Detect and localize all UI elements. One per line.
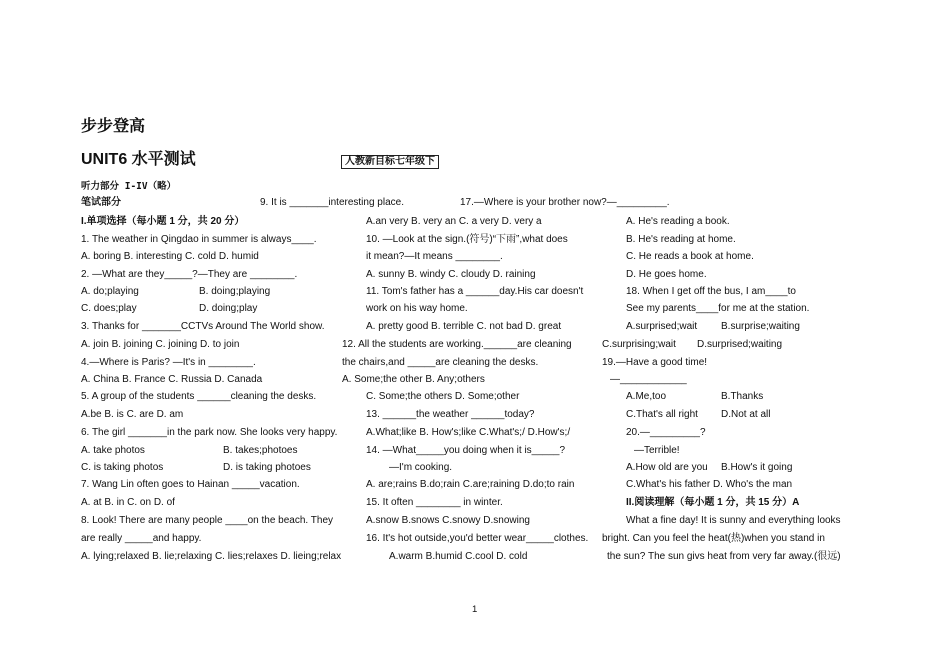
answer-option: B.Thanks: [721, 391, 764, 402]
answer-option: A.How old are you: [626, 462, 708, 473]
answer-options: A. pretty good B. terrible C. not bad D. great: [366, 321, 562, 332]
answer-option: C.That's all right: [626, 409, 698, 420]
page-number: 1: [472, 604, 478, 615]
answer-option: A.Me,too: [626, 391, 667, 402]
section-title: II.阅读理解（每小题 1 分，共 15 分）A: [626, 497, 800, 508]
question-text: the chairs,and _____are cleaning the desks.: [342, 357, 539, 368]
answer-options: A.warm B.humid C.cool D. cold: [389, 551, 528, 562]
answer-option: D.surprised;waiting: [697, 339, 783, 350]
question-text: 9. It is _______interesting place.: [260, 197, 404, 208]
answer-options: A.What;like B. How's;like C.What's;/ D.How's;/: [366, 427, 571, 438]
question-text: 6. The girl _______in the park now. She looks very happy.: [81, 427, 338, 438]
answer-options: A.snow B.snows C.snowy D.snowing: [366, 515, 530, 526]
answer-options: A. Some;the other B. Any;others: [342, 374, 485, 385]
question-text: 7. Wang Lin often goes to Hainan _____vacation.: [81, 479, 300, 490]
question-text: 18. When I get off the bus, I am____to: [626, 286, 796, 297]
question-text: —Terrible!: [634, 445, 680, 456]
answer-option: D. is taking photoes: [223, 462, 311, 473]
answer-option: B. doing;playing: [199, 286, 271, 297]
question-text: 1. The weather in Qingdao in summer is always____.: [81, 234, 317, 245]
answer-options: C.What's his father D. Who's the man: [626, 479, 793, 490]
question-text: 13. ______the weather ______today?: [366, 409, 535, 420]
question-text: 11. Tom's father has a ______day.His car doesn't: [366, 286, 584, 297]
answer-options: C. Some;the others D. Some;other: [366, 391, 520, 402]
question-text: work on his way home.: [366, 303, 468, 314]
question-text: are really _____and happy.: [81, 533, 202, 544]
answer-options: A. boring B. interesting C. cold D. humid: [81, 251, 259, 262]
answer-options: A. at B. in C. on D. of: [81, 497, 175, 508]
answer-options: A. sunny B. windy C. cloudy D. raining: [366, 269, 536, 280]
passage-text: What a fine day! It is sunny and everything looks: [626, 515, 841, 526]
passage-text: bright. Can you feel the heat(热)when you stand in: [602, 533, 825, 544]
question-text: 16. It's hot outside,you'd better wear_____clothes.: [366, 533, 589, 544]
question-text: 4.—Where is Paris? —It's in ________.: [81, 357, 256, 368]
answer-option: A.surprised;wait: [626, 321, 698, 332]
listening-part: 听力部分 I-IV（略）: [81, 181, 177, 192]
answer-option: A. He's reading a book.: [626, 216, 730, 227]
answer-option: B.How's it going: [721, 462, 793, 473]
answer-option: B. takes;photoes: [223, 445, 298, 456]
question-text: 17.—Where is your brother now?—_________.: [460, 197, 670, 208]
answer-option: A. do;playing: [81, 286, 139, 297]
question-text: 19.—Have a good time!: [602, 357, 708, 368]
answer-option: D. doing;play: [199, 303, 258, 314]
doc-title: 步步登高: [81, 118, 146, 135]
edition-label: 人教新目标七年级下: [341, 155, 439, 169]
question-text: 2. —What are they_____?—They are ________.: [81, 269, 298, 280]
answer-options: A.be B. is C. are D. am: [81, 409, 184, 420]
answer-options: A. lying;relaxed B. lie;relaxing C. lies;relaxes D. lieing;relax: [81, 551, 342, 562]
answer-option: C.surprising;wait: [602, 339, 676, 350]
answer-options: A. join B. joining C. joining D. to join: [81, 339, 240, 350]
question-text: 15. It often ________ in winter.: [366, 497, 503, 508]
answer-option: D. He goes home.: [626, 269, 707, 280]
question-text: —____________: [610, 374, 687, 385]
unit-title: UNIT6 水平测试: [81, 151, 196, 168]
written-part: 笔试部分: [81, 197, 121, 208]
question-text: 20.—_________?: [626, 427, 706, 438]
answer-option: D.Not at all: [721, 409, 771, 420]
answer-option: C. does;play: [81, 303, 137, 314]
question-text: —I'm cooking.: [389, 462, 453, 473]
question-text: 3. Thanks for _______CCTVs Around The World show.: [81, 321, 325, 332]
answer-option: B. He's reading at home.: [626, 234, 736, 245]
question-text: 8. Look! There are many people ____on the beach. They: [81, 515, 334, 526]
section-title: I.单项选择（每小题 1 分，共 20 分）: [81, 216, 245, 227]
question-text: it mean?—It means ________.: [366, 251, 503, 262]
answer-options: A. are;rains B.do;rain C.are;raining D.do;to rain: [366, 479, 575, 490]
answer-option: C. is taking photos: [81, 462, 164, 473]
answer-option: B.surprise;waiting: [721, 321, 800, 332]
passage-text: the sun? The sun givs heat from very far away.(很远): [607, 551, 841, 562]
answer-options: A. China B. France C. Russia D. Canada: [81, 374, 263, 385]
question-text: 10. —Look at the sign.(符号)“下雨”,what does: [366, 234, 568, 245]
question-text: 12. All the students are working.______are cleaning: [342, 339, 572, 350]
question-text: 14. —What_____you doing when it is_____?: [366, 445, 566, 456]
question-text: 5. A group of the students ______cleaning the desks.: [81, 391, 317, 402]
answer-option: A. take photos: [81, 445, 145, 456]
answer-option: C. He reads a book at home.: [626, 251, 754, 262]
question-text: See my parents____for me at the station.: [626, 303, 810, 314]
answer-options: A.an very B. very an C. a very D. very a: [366, 216, 542, 227]
